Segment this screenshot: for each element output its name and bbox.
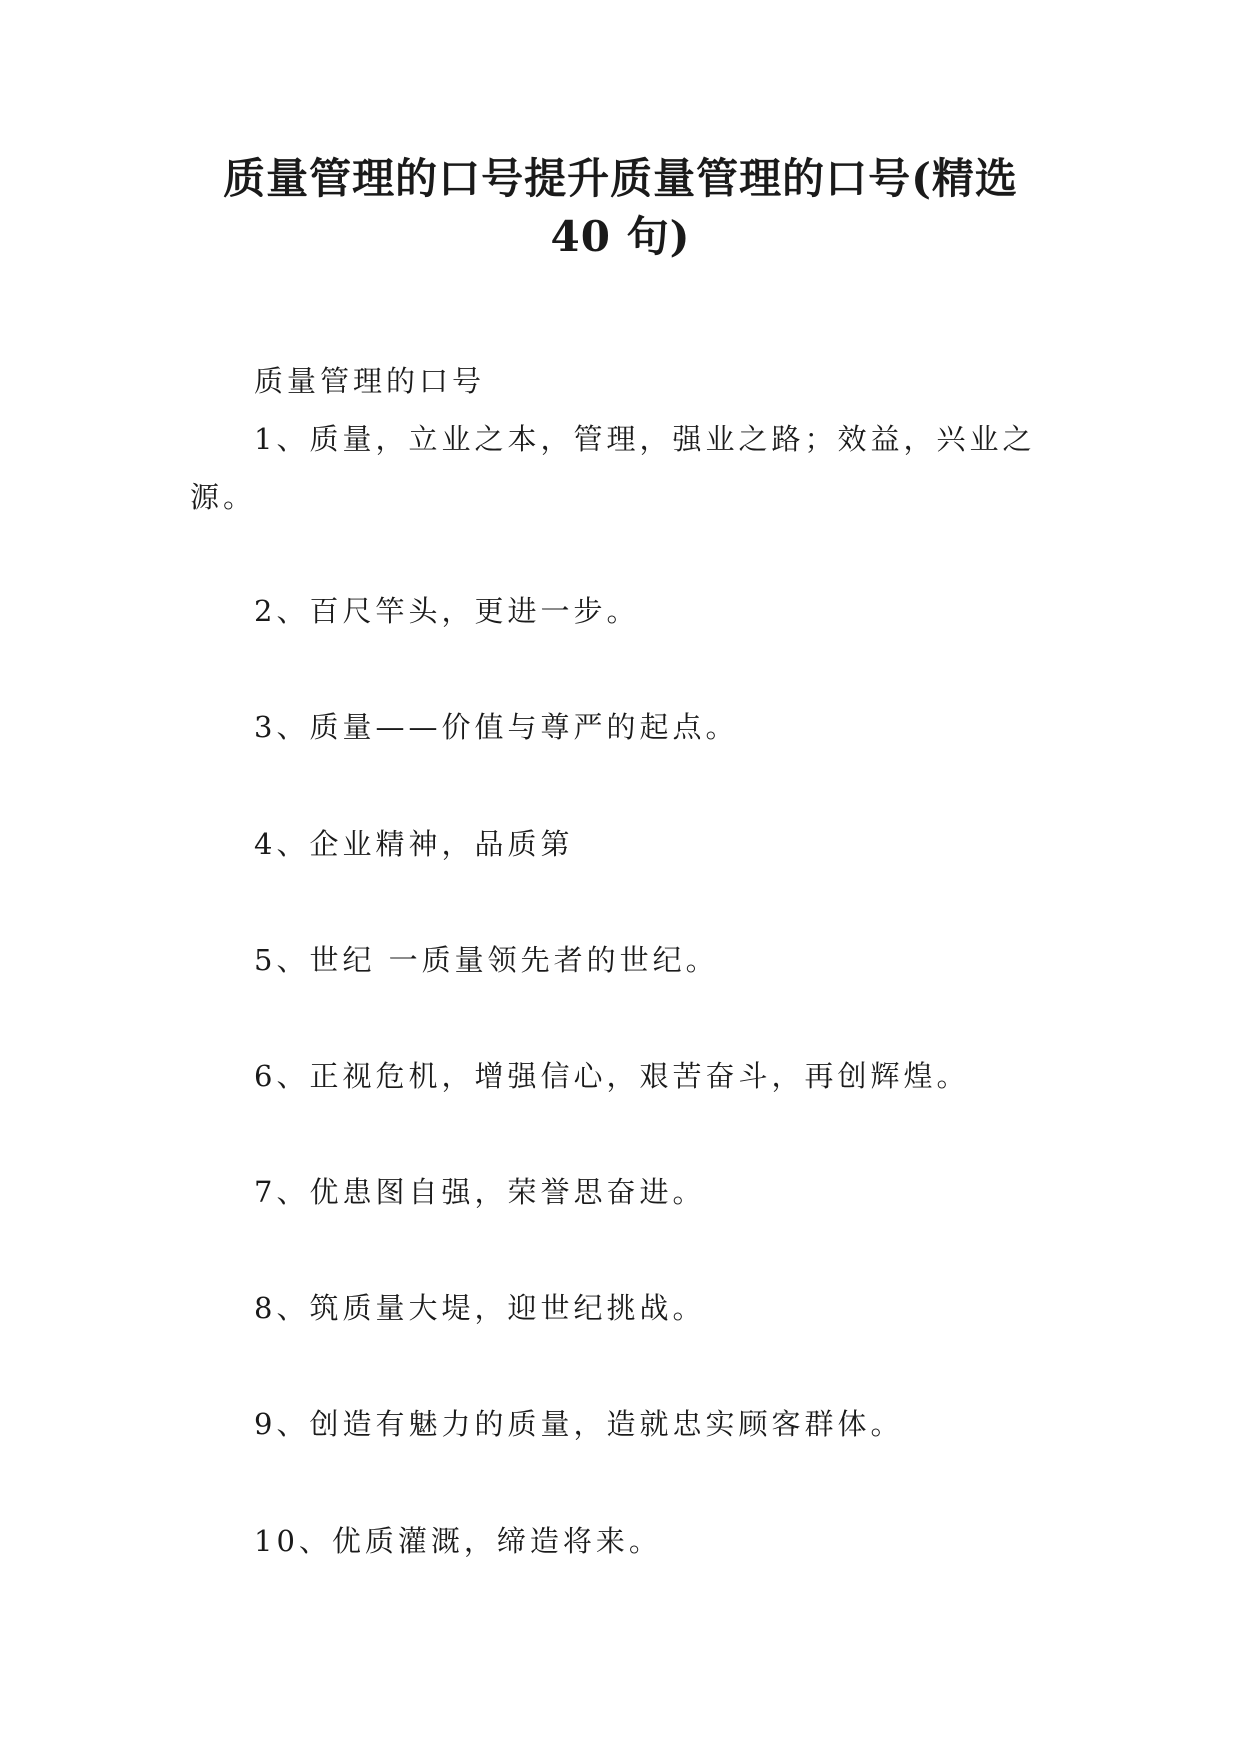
list-item-2: 2、百尺竿头，更进一步。 <box>254 594 640 628</box>
list-item-3: 3、质量——价值与尊严的起点。 <box>254 710 739 744</box>
list-item-4: 4、企业精神，品质第 <box>254 827 574 861</box>
list-item-7: 7、优患图自强，荣誉思奋进。 <box>254 1175 706 1209</box>
list-item-6: 6、正视危机，增强信心，艰苦奋斗，再创辉煌。 <box>254 1059 970 1093</box>
title-line-2: 40 句) <box>550 212 691 261</box>
list-item-8: 8、筑质量大堤，迎世纪挑战。 <box>254 1291 706 1325</box>
list-item-9: 9、创造有魅力的质量，造就忠实顾客群体。 <box>254 1407 904 1441</box>
title-line-1: 质量管理的口号提升质量管理的口号(精选 <box>223 154 1018 203</box>
list-item-10: 10、优质灌溉，缔造将来。 <box>254 1524 662 1558</box>
document-body <box>190 0 1050 1754</box>
list-item-5: 5、世纪 一质量领先者的世纪。 <box>254 943 719 977</box>
section-heading: 质量管理的口号 <box>254 364 486 398</box>
list-item-1: 1、质量，立业之本，管理，强业之路；效益，兴业之源。 <box>190 422 1036 514</box>
